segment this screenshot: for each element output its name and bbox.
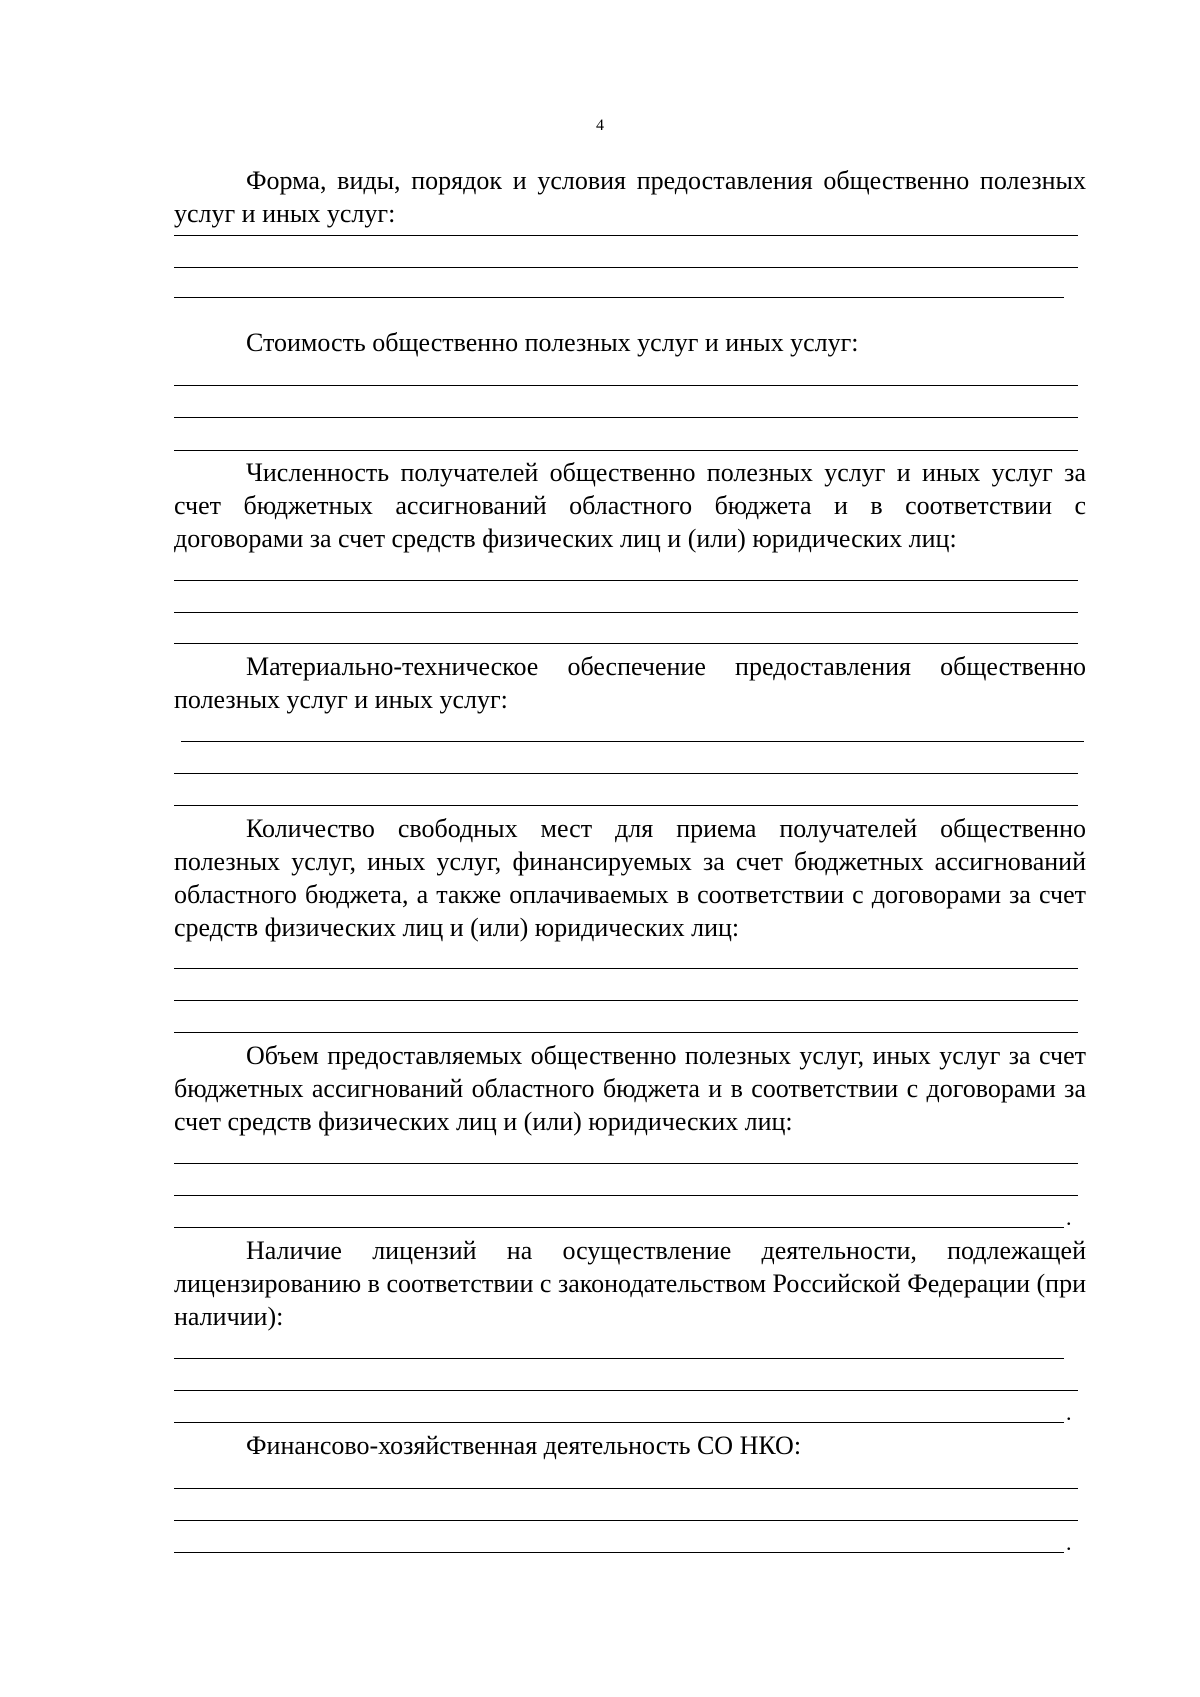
- fill-line[interactable]: [174, 417, 1078, 418]
- section-finance: [174, 1429, 1086, 1462]
- fill-line[interactable]: [174, 385, 1078, 386]
- line-end-mark: .: [1066, 1205, 1072, 1230]
- section-recipients: [174, 456, 1086, 555]
- section-material-text: Материально-техническое обеспечение предоставления общественно полезных услуг и иных услуг:: [174, 652, 1086, 714]
- section-cost-text: Стоимость общественно полезных услуг и иных услуг:: [246, 328, 859, 357]
- fill-line[interactable]: [174, 612, 1078, 613]
- fill-line[interactable]: [174, 267, 1078, 268]
- fill-line[interactable]: [174, 450, 1078, 451]
- fill-line[interactable]: [174, 1163, 1078, 1164]
- fill-line[interactable]: [174, 1000, 1078, 1001]
- section-finance-text: Финансово-хозяйственная деятельность СО НКО:: [246, 1431, 802, 1460]
- fill-line[interactable]: [174, 1520, 1078, 1521]
- section-licenses: [174, 1234, 1086, 1333]
- section-form-text: Форма, виды, порядок и условия предоставления общественно полезных услуг и иных услуг:: [174, 166, 1086, 228]
- section-material: [174, 650, 1086, 716]
- fill-line[interactable]: [174, 773, 1078, 774]
- fill-line[interactable]: [174, 1488, 1078, 1489]
- section-recipients-text: Численность получателей общественно полезных услуг и иных услуг за счет бюджетных ассигнований областного бюджета и в соответствии с договорами за счет средств физических лиц и (или) юридических лиц:: [174, 458, 1086, 553]
- section-form: [174, 164, 1086, 230]
- fill-line[interactable]: [174, 1422, 1064, 1423]
- section-licenses-text: Наличие лицензий на осуществление деятельности, подлежащей лицензированию в соответствии с законодательством Российской Федерации (при наличии):: [174, 1236, 1086, 1331]
- fill-line[interactable]: [174, 1358, 1064, 1359]
- fill-line[interactable]: [181, 741, 1084, 742]
- fill-line[interactable]: [174, 1227, 1064, 1228]
- page-number: 4: [596, 117, 604, 134]
- fill-line[interactable]: [174, 580, 1078, 581]
- section-volume-text: Объем предоставляемых общественно полезных услуг, иных услуг за счет бюджетных ассигнований областного бюджета и в соответствии с договорами за счет средств физических лиц и (или) юридических лиц:: [174, 1041, 1086, 1136]
- fill-line[interactable]: [174, 1390, 1078, 1391]
- section-free-places: [174, 812, 1086, 944]
- fill-line[interactable]: [174, 1195, 1078, 1196]
- fill-line[interactable]: [174, 1032, 1078, 1033]
- fill-line[interactable]: [174, 1552, 1064, 1553]
- line-end-mark: .: [1066, 1400, 1072, 1425]
- line-end-mark: .: [1066, 1530, 1072, 1555]
- fill-line[interactable]: [174, 235, 1078, 236]
- section-cost: [174, 326, 1086, 359]
- section-free-places-text: Количество свободных мест для приема получателей общественно полезных услуг, иных услуг, финансируемых за счет бюджетных ассигнований областного бюджета, а также оплачиваемых в соответствии с договорами за счет средств физических лиц и (или) юридических лиц:: [174, 814, 1086, 942]
- fill-line[interactable]: [174, 643, 1078, 644]
- section-volume: [174, 1039, 1086, 1138]
- fill-line[interactable]: [174, 805, 1078, 806]
- fill-line[interactable]: [174, 297, 1064, 298]
- fill-line[interactable]: [174, 968, 1078, 969]
